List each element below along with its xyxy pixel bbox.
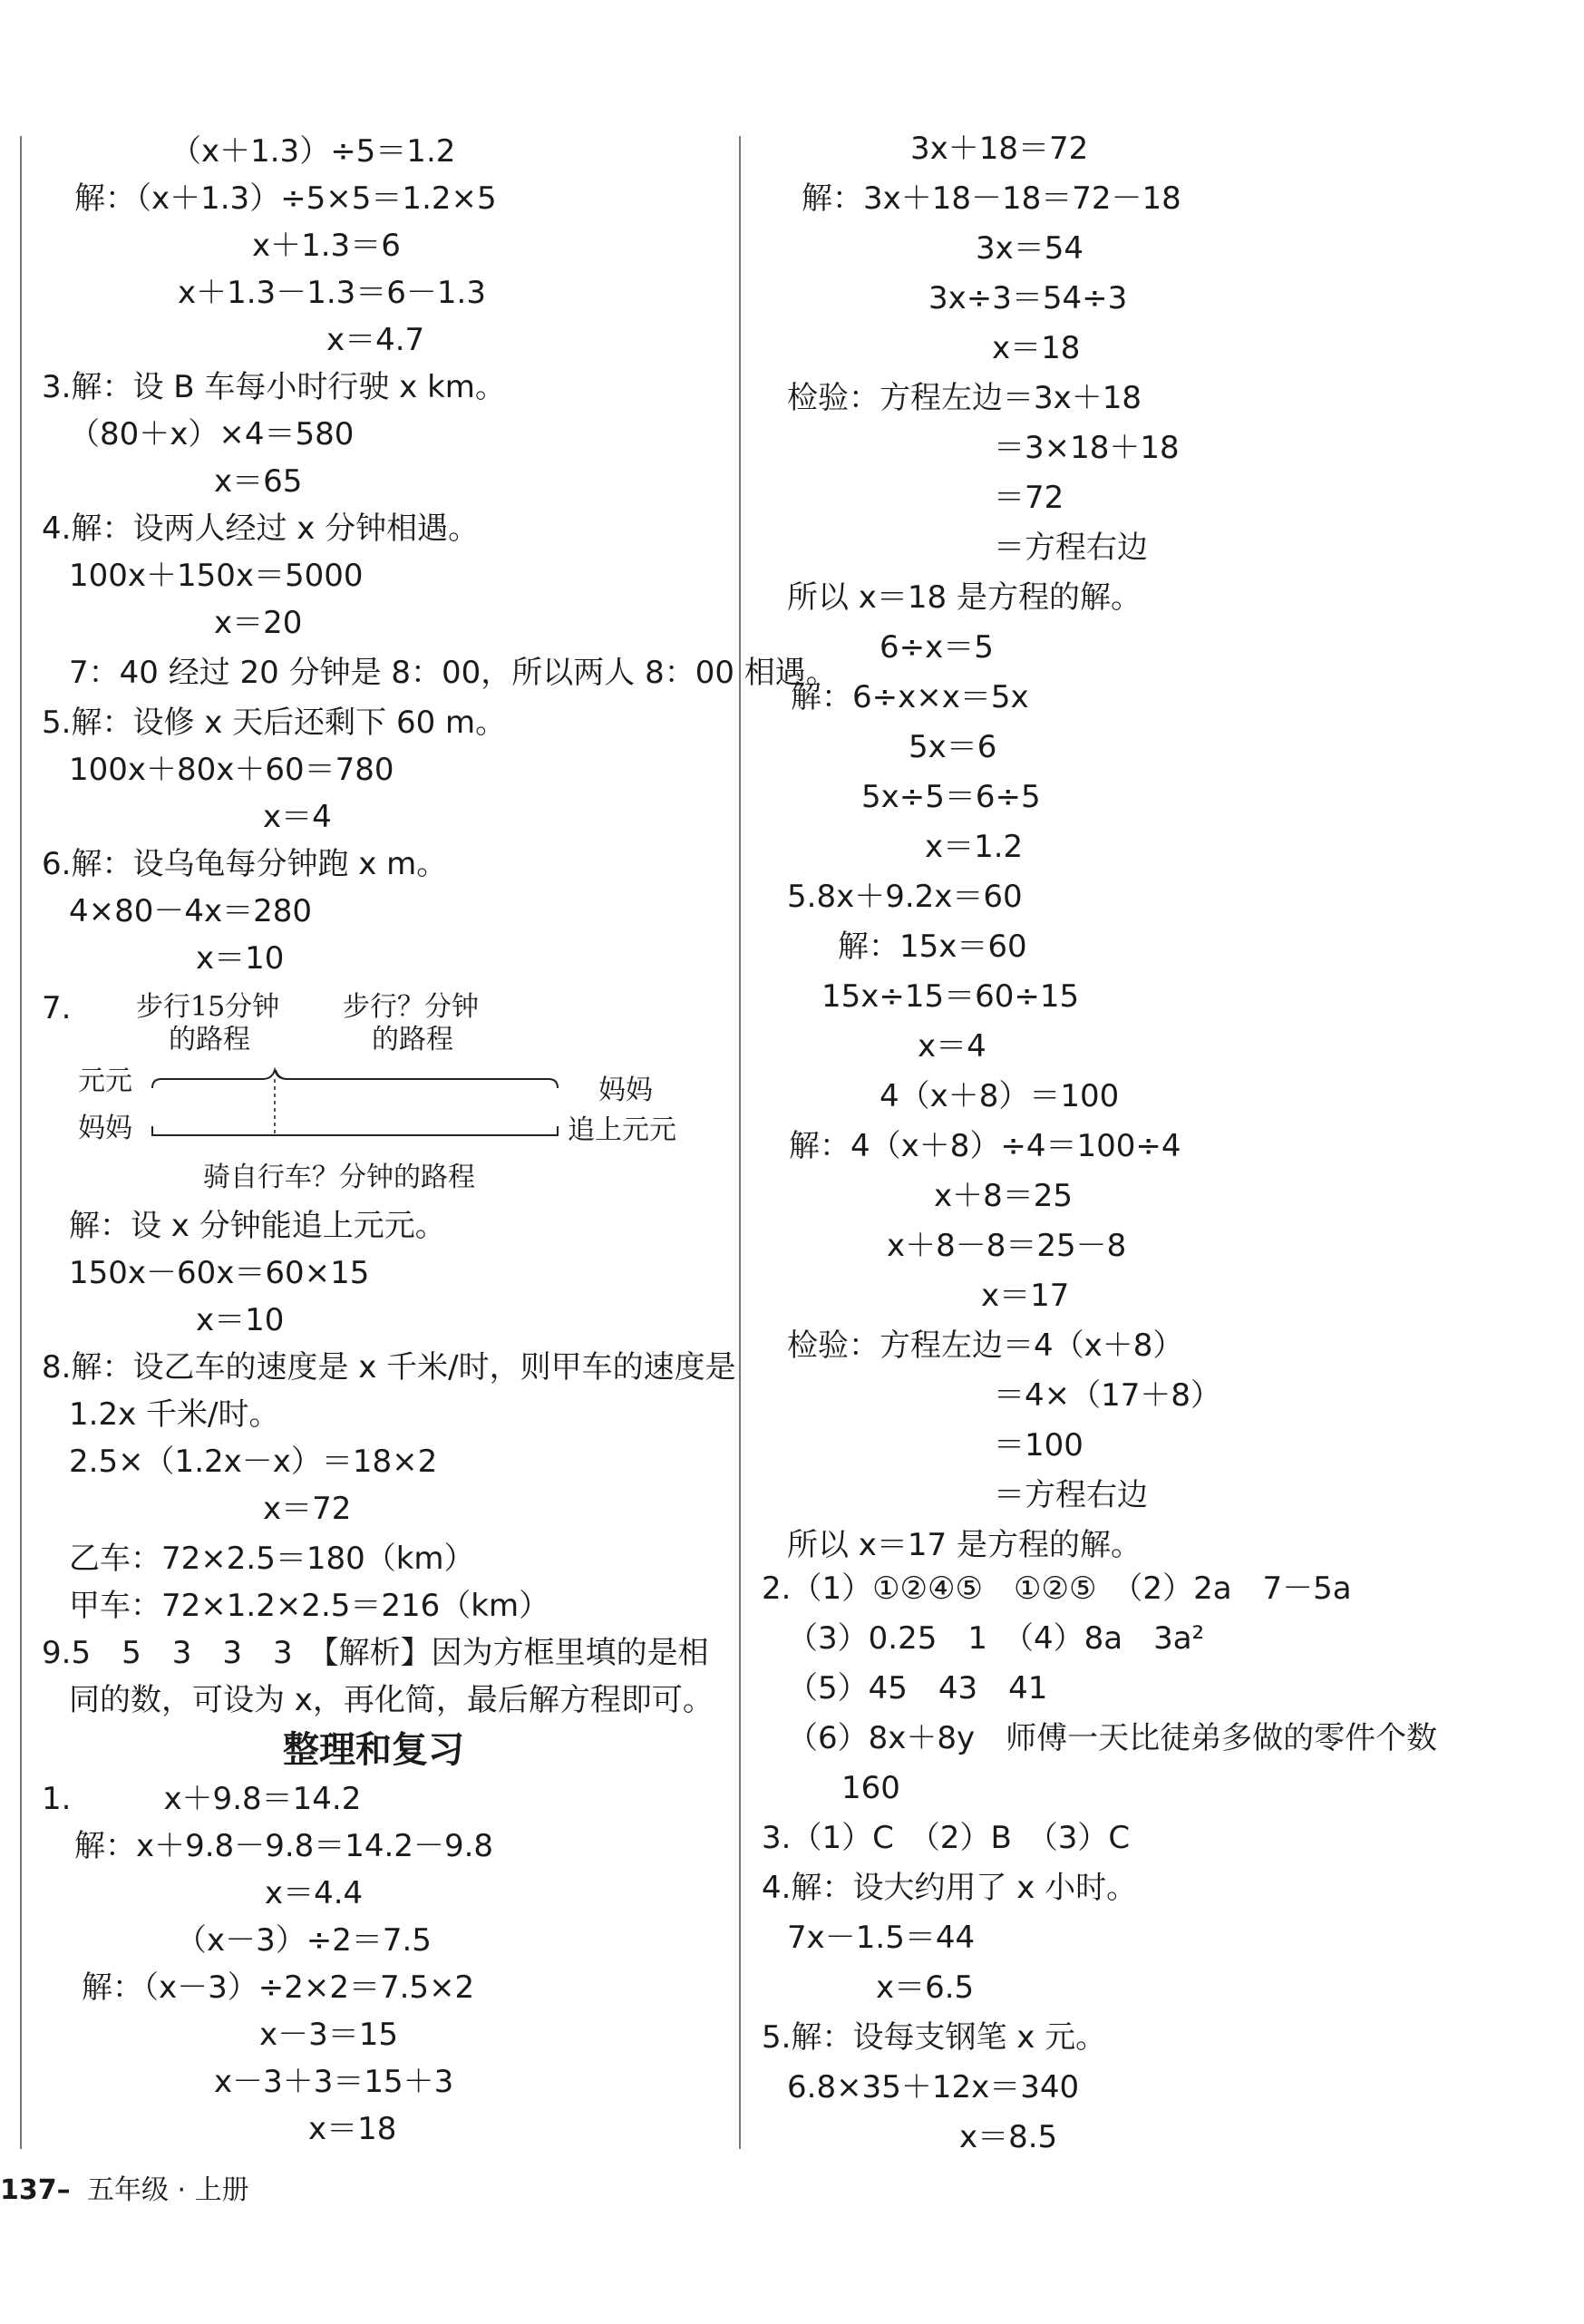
left-line: x＋1.3＝6 [252,228,401,264]
right-line: 3x＝54 [976,230,1084,267]
column-divider [739,136,741,2149]
right-line: （6）8x＋8y 师傅一天比徒弟多做的零件个数 [787,1720,1438,1756]
left-line: x＝72 [263,1491,352,1527]
right-line: 160 [841,1770,900,1806]
right-line: ＝100 [994,1427,1084,1463]
diagram-bike-label: 骑自行车？分钟的路程 [203,1162,475,1193]
right-line: ＝3×18＋18 [994,430,1180,466]
right-line: 解：4（x＋8）÷4＝100÷4 [789,1128,1181,1164]
brace-walk-unknown [276,1070,558,1088]
right-line: 4.解：设大约用了 x 小时。 [762,1870,1138,1906]
right-line: x＝18 [992,330,1081,366]
right-line: x＋8＝25 [934,1178,1074,1214]
left-line: 解：（x＋1.3）÷5×5＝1.2×5 [74,180,497,217]
left-line: 4.解：设两人经过 x 分钟相遇。 [42,511,480,547]
left-line: 4×80－4x＝280 [69,893,313,929]
right-line: 3x÷3＝54÷3 [928,280,1128,316]
right-line: x＋8－8＝25－8 [887,1228,1127,1264]
right-line: ＝方程右边 [994,530,1148,566]
right-line: ＝方程右边 [994,1477,1148,1513]
left-line: 1.2x 千米/时。 [69,1396,280,1433]
left-line: 甲车：72×1.2×2.5＝216（km） [69,1588,550,1624]
right-line: 检验：方程左边＝3x＋18 [787,380,1142,416]
left-line: 同的数，可设为 x，再化简，最后解方程即可。 [69,1682,714,1718]
right-line: 4（x＋8）＝100 [879,1078,1120,1114]
left-line: 7. [42,990,72,1026]
right-line: x＝6.5 [876,1969,975,2006]
left-line: 解：x＋9.8－9.8＝14.2－9.8 [74,1828,494,1864]
right-line: 5x＝6 [909,729,997,765]
left-line: x＝4.7 [326,322,425,358]
right-line: 解：15x＝60 [838,929,1027,965]
right-line: 7x－1.5＝44 [787,1920,976,1956]
right-line: 所以 x＝18 是方程的解。 [787,579,1142,616]
right-line: 3.（1）C （2）B （3）C [762,1820,1131,1856]
right-line: 所以 x＝17 是方程的解。 [787,1527,1142,1563]
right-line: ＝4×（17＋8） [994,1377,1222,1414]
right-line: （3）0.25 1 （4）8a 3a² [787,1620,1205,1657]
line-segment-diagram [145,1063,571,1144]
left-line: 150x－60x＝60×15 [69,1255,370,1291]
left-line: 6.解：设乌龟每分钟跑 x m。 [42,846,448,882]
diagram-top-left-label: 步行15分钟 [136,991,280,1023]
segment-mother [152,1126,558,1135]
diagram-top-left-label: 的路程 [169,1024,250,1055]
left-line: x＝18 [308,2111,397,2147]
left-line: （x－3）÷2＝7.5 [176,1922,432,1959]
left-line: x＝10 [196,940,285,977]
diagram-top-right-label: 的路程 [372,1024,453,1055]
left-line: x＝20 [214,605,303,641]
right-line: 5.解：设每支钢笔 x 元。 [762,2019,1107,2056]
page-number: 137– [0,2174,71,2206]
right-line: 5x÷5＝6÷5 [861,779,1041,815]
left-line: （80＋x）×4＝580 [69,416,355,452]
left-line: x＝4 [263,799,332,835]
left-line: 100x＋150x＝5000 [69,558,364,594]
left-line: 7：40 经过 20 分钟是 8：00，所以两人 8：00 相遇。 [69,655,837,691]
diagram-mother-label: 妈妈 [78,1113,132,1144]
left-line: x－3＝15 [259,2017,399,2053]
diagram-catch-up-label: 追上元元 [568,1114,676,1146]
diagram-yuanyuan-label: 元元 [78,1065,132,1097]
right-line: 解：6÷x×x＝5x [791,679,1029,715]
right-line: 2.（1）①②④⑤ ①②⑤ （2）2a 7－5a [762,1570,1352,1607]
left-line: 2.5×（1.2x－x）＝18×2 [69,1444,438,1480]
right-line: x＝1.2 [925,829,1024,865]
left-margin-rule [20,136,22,2149]
right-line: 解：3x＋18－18＝72－18 [802,180,1181,217]
right-line: 3x＋18＝72 [910,131,1089,167]
left-line: 乙车：72×2.5＝180（km） [69,1541,475,1577]
left-line: 解：设 x 分钟能追上元元。 [69,1208,446,1244]
left-line: 5.解：设修 x 天后还剩下 60 m。 [42,705,507,741]
brace-walk-15 [152,1070,287,1088]
diagram-top-right-label: 步行？分钟 [343,991,479,1023]
right-line: ＝72 [994,480,1064,516]
left-line: x－3＋3＝15＋3 [214,2064,454,2100]
right-line: （5）45 43 41 [787,1670,1048,1707]
grade-label: 五年级 · 上册 [87,2174,249,2206]
right-line: 检验：方程左边＝4（x＋8） [787,1327,1184,1364]
right-line: x＝8.5 [959,2119,1058,2155]
left-line: x＝4.4 [265,1875,364,1911]
right-line: 6÷x＝5 [879,629,994,666]
left-line: x＝10 [196,1302,285,1338]
right-line: 5.8x＋9.2x＝60 [787,879,1023,915]
left-line: x＝65 [214,463,303,500]
left-line: 解：（x－3）÷2×2＝7.5×2 [82,1969,475,2006]
right-line: 6.8×35＋12x＝340 [787,2069,1080,2105]
left-line: x＋1.3－1.3＝6－1.3 [178,275,486,311]
left-line: 9.5 5 3 3 3 【解析】因为方框里填的是相 [42,1635,709,1671]
left-line: （x＋1.3）÷5＝1.2 [170,133,456,170]
left-line: 1. x＋9.8＝14.2 [42,1781,362,1817]
section-heading: 整理和复习 [283,1729,464,1771]
right-line: x＝4 [918,1028,986,1065]
left-line: 8.解：设乙车的速度是 x 千米/时，则甲车的速度是 [42,1349,736,1386]
right-line: 15x÷15＝60÷15 [821,978,1080,1015]
right-line: x＝17 [981,1278,1070,1314]
left-line: 3.解：设 B 车每小时行驶 x km。 [42,369,506,405]
diagram-right-mother-label: 妈妈 [598,1074,653,1106]
left-line: 100x＋80x＋60＝780 [69,752,394,788]
